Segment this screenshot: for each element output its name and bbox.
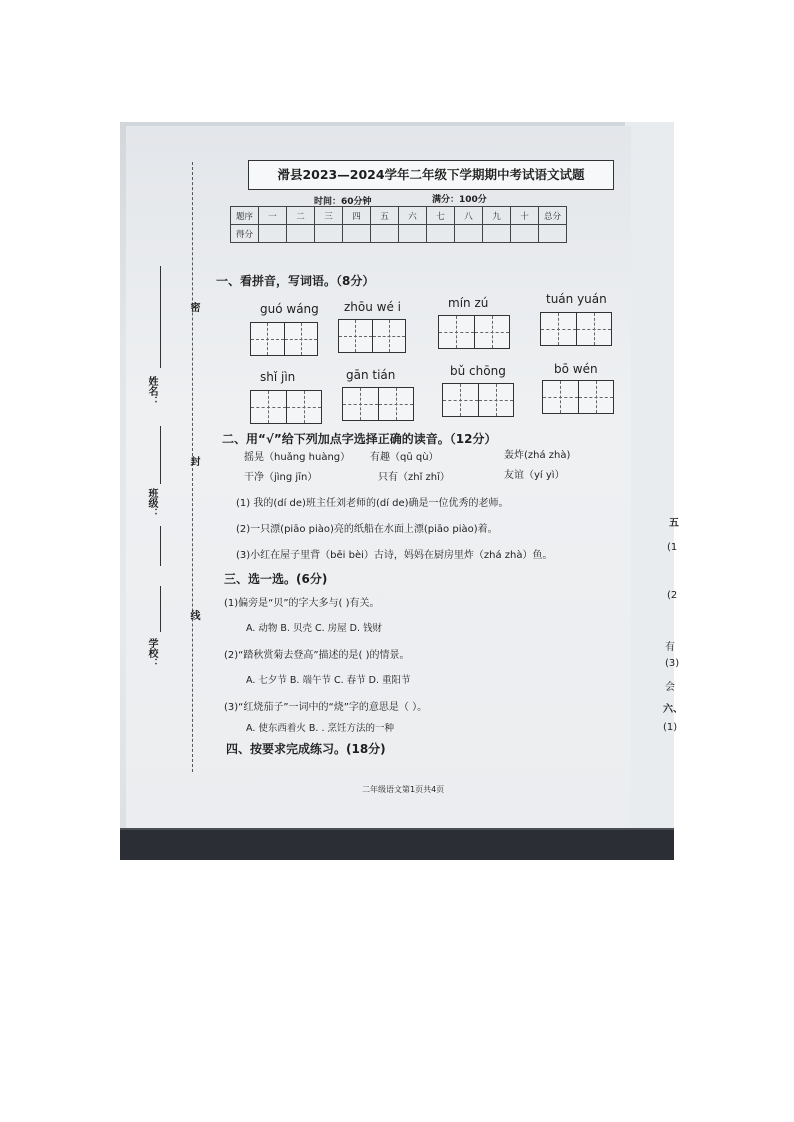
choice-options[interactable]: A. 使东西着火 B. . 烹饪方法的一种 [246, 723, 394, 734]
binding-xian: 线 [188, 610, 199, 620]
score-cell[interactable] [371, 225, 399, 243]
page-footer: 二年级语文第1页共4页 [362, 785, 445, 794]
writing-grid[interactable] [338, 319, 406, 353]
name-label: 姓名： [146, 376, 157, 406]
writing-grid[interactable] [342, 387, 414, 421]
binding-mi: 密 [188, 302, 199, 312]
reading-sentence[interactable]: (2)一只漂(piāo piào)亮的纸船在水面上漂(piāo piào)着。 [236, 524, 498, 535]
right-fragment: 有 [665, 642, 675, 653]
exam-page [126, 126, 631, 834]
choice-options[interactable]: A. 动物 B. 贝壳 C. 房屋 D. 钱财 [246, 623, 383, 634]
class-underline-2 [160, 526, 161, 566]
right-fragment: (1 [667, 542, 678, 553]
writing-grid[interactable] [442, 383, 514, 417]
pinyin-label: mín zú [448, 296, 489, 310]
exam-title: 滑县2023—2024学年二年级下学期期中考试语文试题 [248, 160, 614, 190]
pinyin-label: gān tián [346, 368, 396, 382]
writing-grid[interactable] [438, 315, 510, 349]
score-header: 八 [455, 207, 483, 225]
score-header: 七 [427, 207, 455, 225]
score-header: 总分 [539, 207, 567, 225]
binding-dashed-line [192, 162, 193, 772]
desk-surface [120, 830, 674, 860]
choice-question: (3)“红烧茄子”一词中的“烧”字的意思是（ ）。 [224, 702, 428, 713]
pinyin-label: zhōu wé i [344, 300, 402, 314]
score-header: 题序 [231, 207, 259, 225]
score-header: 四 [343, 207, 371, 225]
class-underline [160, 426, 161, 484]
right-fragment: 五 [669, 518, 679, 529]
score-cell[interactable] [455, 225, 483, 243]
score-cell[interactable] [287, 225, 315, 243]
score-header: 十 [511, 207, 539, 225]
score-cell[interactable] [511, 225, 539, 243]
reading-option[interactable]: 有趣（qū qù） [370, 452, 439, 463]
score-cell[interactable] [259, 225, 287, 243]
score-row-label: 得分 [231, 225, 259, 243]
reading-sentence[interactable]: (3)小红在屋子里背（bēi bèi）古诗，妈妈在厨房里炸（zhá zhà）鱼。 [236, 550, 553, 561]
choice-options[interactable]: A. 七夕节 B. 端午节 C. 春节 D. 重阳节 [246, 675, 411, 686]
right-fragment: (1) [663, 722, 678, 733]
score-cell[interactable] [399, 225, 427, 243]
next-page-edge [625, 122, 683, 840]
section3-heading: 三、选一选。(6分) [224, 572, 328, 586]
writing-grid[interactable] [540, 312, 612, 346]
writing-grid[interactable] [250, 322, 318, 356]
section2-heading: 二、用“√”给下列加点字选择正确的读音。（12分） [222, 432, 497, 446]
reading-sentence[interactable]: (1) 我的(dí de)班主任刘老师的(dí de)确是一位优秀的老师。 [236, 498, 509, 509]
score-cell[interactable] [539, 225, 567, 243]
pinyin-label: bǔ chōng [450, 364, 506, 378]
right-fragment: (2 [667, 590, 678, 601]
photo [120, 122, 683, 860]
pinyin-label: tuán yuán [546, 292, 607, 306]
score-header: 二 [287, 207, 315, 225]
class-label: 班级： [146, 488, 157, 518]
score-table [230, 206, 567, 243]
score-header: 六 [399, 207, 427, 225]
right-fragment: (3) [665, 658, 680, 669]
reading-option[interactable]: 友谊（yí yì） [504, 470, 565, 481]
section1-heading: 一、看拼音，写词语。（8分） [216, 274, 375, 288]
score-cell[interactable] [427, 225, 455, 243]
school-label: 学校： [146, 638, 157, 668]
score-cell[interactable] [343, 225, 371, 243]
name-underline [160, 266, 161, 368]
score-header: 一 [259, 207, 287, 225]
section4-heading: 四、按要求完成练习。(18分) [226, 742, 386, 756]
binding-feng: 封 [188, 456, 199, 466]
score-header: 九 [483, 207, 511, 225]
choice-question: (2)“踏秋赏菊去登高”描述的是( )的情景。 [224, 650, 410, 661]
school-underline [160, 586, 161, 632]
choice-question: (1)偏旁是“贝”的字大多与( )有关。 [224, 598, 380, 609]
reading-option[interactable]: 摇晃（huǎng huàng） [244, 452, 351, 463]
full-score-label: 满分：100分 [432, 195, 487, 205]
time-label: 时间：60分钟 [314, 197, 372, 207]
score-cell[interactable] [483, 225, 511, 243]
right-fragment: 六、 [663, 704, 683, 715]
writing-grid[interactable] [542, 380, 614, 414]
reading-option[interactable]: 干净（jìng jīn） [244, 472, 318, 483]
pinyin-label: bō wén [554, 362, 598, 376]
reading-option[interactable]: 只有（zhǐ zhī） [378, 472, 450, 483]
pinyin-label: shǐ jìn [260, 370, 296, 384]
right-fragment: 会 [665, 682, 675, 693]
pinyin-label: guó wáng [260, 302, 319, 316]
writing-grid[interactable] [250, 390, 322, 424]
score-cell[interactable] [315, 225, 343, 243]
reading-option[interactable]: 轰炸(zhá zhà) [504, 450, 571, 461]
score-header: 三 [315, 207, 343, 225]
score-header: 五 [371, 207, 399, 225]
